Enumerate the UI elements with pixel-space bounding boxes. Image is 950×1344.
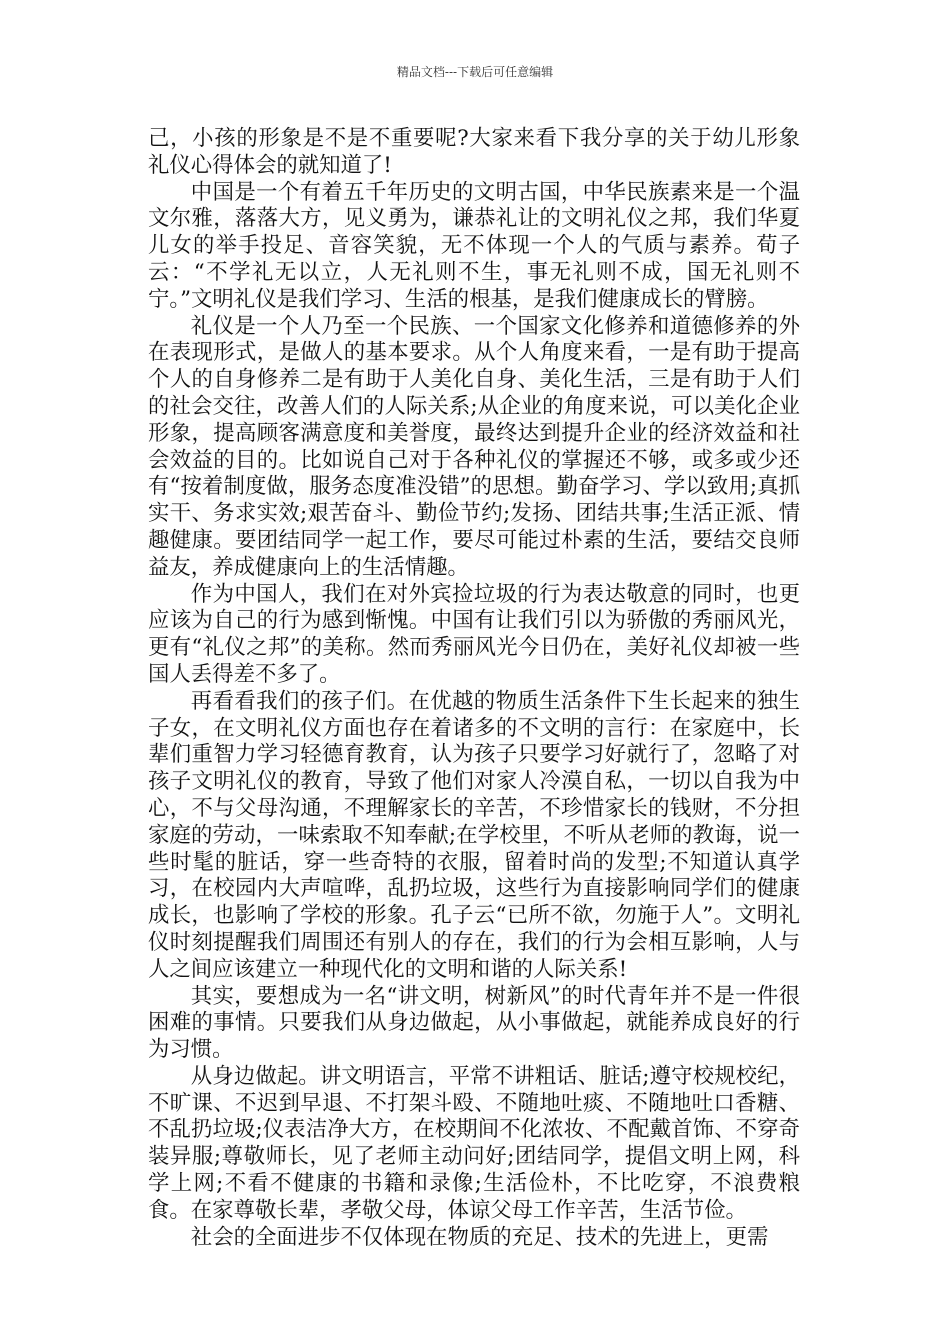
page-header: 精品文档---下载后可任意编辑	[396, 65, 554, 79]
paragraph-6: 其实，要想成为一名“讲文明，树新风”的时代青年并不是一件很困难的事情。只要我们从身边做起，从小事做起，就能养成良好的行为习惯。	[148, 983, 800, 1063]
paragraph-5: 再看看我们的孩子们。在优越的物质生活条件下生长起来的独生子女，在文明礼仪方面也存在着诸多的不文明的言行：在家庭中，长辈们重智力学习轻德育教育，认为孩子只要学习好就行了，忽略了对孩子文明礼仪的教育，导致了他们对家人冷漠自私，一切以自我为中心，不与父母沟通，不理解家长的辛苦，不珍惜家长的钱财，不分担家庭的劳动，一味索取不知奉献;在学校里，不听从老师的教诲，说一些时髦的脏话，穿一些奇特的衣服，留着时尚的发型;不知道认真学习，在校园内大声喧哗，乱扔垃圾，这些行为直接影响同学们的健康成长，也影响了学校的形象。孔子云“已所不欲，勿施于人”。文明礼仪时刻提醒我们周围还有别人的存在，我们的行为会相互影响，人与人之间应该建立一种现代化的文明和谐的人际关系!	[148, 688, 800, 982]
paragraph-8: 社会的全面进步不仅体现在物质的充足、技术的先进上，更需	[190, 1224, 769, 1250]
paragraph-7: 从身边做起。讲文明语言，平常不讲粗话、脏话;遵守校规校纪，不旷课、不迟到早退、不打架斗殴、不随地吐痰、不随地吐口香糖、不乱扔垃圾;仪表洁净大方，在校期间不化浓妆、不配戴首饰、不穿奇装异服;尊敬师长，见了老师主动问好;团结同学，提倡文明上网，科学上网;不看不健康的书籍和录像;生活俭朴，不比吃穿，不浪费粮食。在家尊敬长辈，孝敬父母，体谅父母工作辛苦，生活节俭。	[148, 1063, 800, 1223]
paragraph-4: 作为中国人，我们在对外宾捡垃圾的行为表达敬意的同时，也更应该为自己的行为感到惭愧。中国有让我们引以为骄傲的秀丽风光，更有“礼仪之邦”的美称。然而秀丽风光今日仍在，美好礼仪却被一些国人丢得差不多了。	[148, 581, 800, 687]
document-body	[148, 126, 800, 1251]
paragraph-1: 己，小孩的形象是不是不重要呢?大家来看下我分享的关于幼儿形象礼仪心得体会的就知道了!	[148, 126, 800, 178]
paragraph-2: 中国是一个有着五千年历史的文明古国，中华民族素来是一个温文尔雅，落落大方，见义勇为，谦恭礼让的文明礼仪之邦，我们华夏儿女的举手投足、音容笑貌，无不体现一个人的气质与素养。荀子云：“不学礼无以立，人无礼则不生，事无礼则不成，国无礼则不宁。”文明礼仪是我们学习、生活的根基，是我们健康成长的臂膀。	[148, 179, 800, 312]
paragraph-3: 礼仪是一个人乃至一个民族、一个国家文化修养和道德修养的外在表现形式，是做人的基本要求。从个人角度来看，一是有助于提高个人的自身修养二是有助于人美化自身、美化生活，三是有助于人们的社会交往，改善人们的人际关系;从企业的角度来说，可以美化企业形象，提高顾客满意度和美誉度，最终达到提升企业的经济效益和社会效益的目的。比如说自己对于各种礼仪的掌握还不够，或多或少还有“按着制度做，服务态度准没错”的思想。勤奋学习、学以致用;真抓实干、务求实效;艰苦奋斗、勤俭节约;发扬、团结共事;生活正派、情趣健康。要团结同学一起工作，要尽可能过朴素的生活，要结交良师益友，养成健康向上的生活情趣。	[148, 313, 800, 580]
